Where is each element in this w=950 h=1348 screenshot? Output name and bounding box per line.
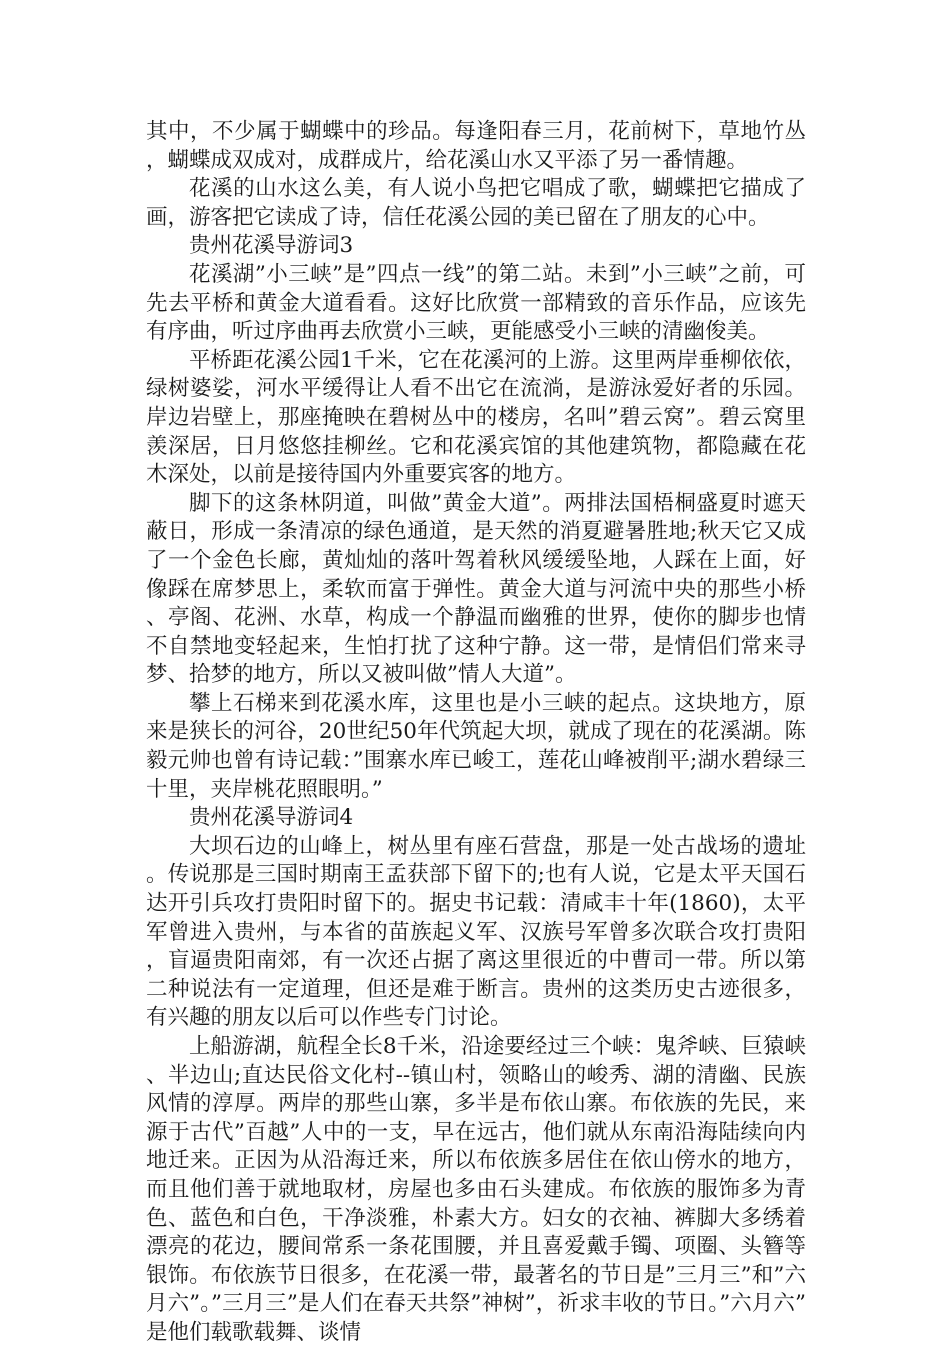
paragraph-reservoir: 攀上石梯来到花溪水库，这里也是小三峡的起点。这块地方，原来是狭长的河谷，20世纪50年代筑起大坝，就成了现在的花溪湖。陈毅元帅也曾有诗记载：”围寨水库已峻工，莲花山峰被削平;湖水碧绿三十里，夹岸桃花照眼明。”: [146, 690, 806, 802]
paragraph-boat-tour: 上船游湖，航程全长8千米，沿途要经过三个峡：鬼斧峡、巨猿峡、半边山;直达民俗文化村--镇山村，领略山的峻秀、湖的清幽、民族风情的淳厚。两岸的那些山寨，多半是布依山寨。布依族的先民，来源于古代”百越”人中的一支，早在远古，他们就从东南沿海陆续向内地迁来。正因为从沿海迁来，所以布依族多居住在依山傍水的地方，而且他们善于就地取材，房屋也多由石头建成。布依族的服饰多为青色、蓝色和白色，干净淡雅，朴素大方。妇女的衣袖、裤脚大多绣着漂亮的花边，腰间常系一条花围腰，并且喜爱戴手镯、项圈、头簪等银饰。布依族节日很多，在花溪一带，最著名的节日是”三月三”和”六月六”。”三月三”是人们在春天共祭”神树”，祈求丰收的节日。”六月六”是他们载歌载舞、谈情: [146, 1034, 806, 1345]
section-heading-3: 贵州花溪导游词3: [189, 233, 354, 259]
paragraph-stone-camp: 大坝石边的山峰上，树丛里有座石营盘，那是一处古战场的遗址。传说那是三国时期南王孟获部下留下的;也有人说，它是太平天国石达开引兵攻打贵阳时留下的。据史书记载：清咸丰十年(1860)，太平军曾进入贵州，与本省的苗族起义军、汉族号军曾多次联合攻打贵阳，盲逼贵阳南郊，有一次还占据了离这里很近的中曹司一带。所以第二种说法有一定道理，但还是难于断言。贵州的这类历史古迹很多，有兴趣的朋友以后可以作些专门讨论。: [146, 833, 806, 1031]
paragraph-pingqiao: 平桥距花溪公园1千米，它在花溪河的上游。这里两岸垂柳依依，绿树婆娑，河水平缓得让人看不出它在流淌，是游泳爱好者的乐园。岸边岩壁上，那座掩映在碧树丛中的楼房，名叫”碧云窝”。碧云窝里羡深居，日月悠悠挂柳丝。它和花溪宾馆的其他建筑物，都隐藏在花木深处，以前是接待国内外重要宾客的地方。: [146, 347, 806, 488]
paragraph-landscape-beauty: 花溪的山水这么美，有人说小鸟把它唱成了歌，蝴蝶把它描成了画，游客把它读成了诗，信任花溪公园的美已留在了朋友的心中。: [146, 176, 806, 230]
paragraph-butterflies: 其中，不少属于蝴蝶中的珍品。每逢阳春三月，花前树下，草地竹丛，蝴蝶成双成对，成群成片，给花溪山水又平添了另一番情趣。: [146, 119, 806, 173]
section-heading-4: 贵州花溪导游词4: [189, 805, 354, 831]
document-body: [146, 118, 806, 1348]
paragraph-xiao-sanxia-intro: 花溪湖”小三峡”是”四点一线”的第二站。未到”小三峡”之前，可先去平桥和黄金大道看看。这好比欣赏一部精致的音乐作品，应该先有序曲，听过序曲再去欣赏小三峡，更能感受小三峡的清幽俊美。: [146, 261, 806, 345]
paragraph-golden-avenue: 脚下的这条林阴道，叫做”黄金大道”。两排法国梧桐盛夏时遮天蔽日，形成一条清凉的绿色通道，是天然的消夏避暑胜地;秋天它又成了一个金色长廊，黄灿灿的落叶驾着秋风缓缓坠地，人踩在上面，好像踩在席梦思上，柔软而富于弹性。黄金大道与河流中央的那些小桥、亭阁、花洲、水草，构成一个静温而幽雅的世界，使你的脚步也情不自禁地变轻起来，生怕打扰了这种宁静。这一带，是情侣们常来寻梦、拾梦的地方，所以又被叫做”情人大道”。: [146, 490, 806, 688]
